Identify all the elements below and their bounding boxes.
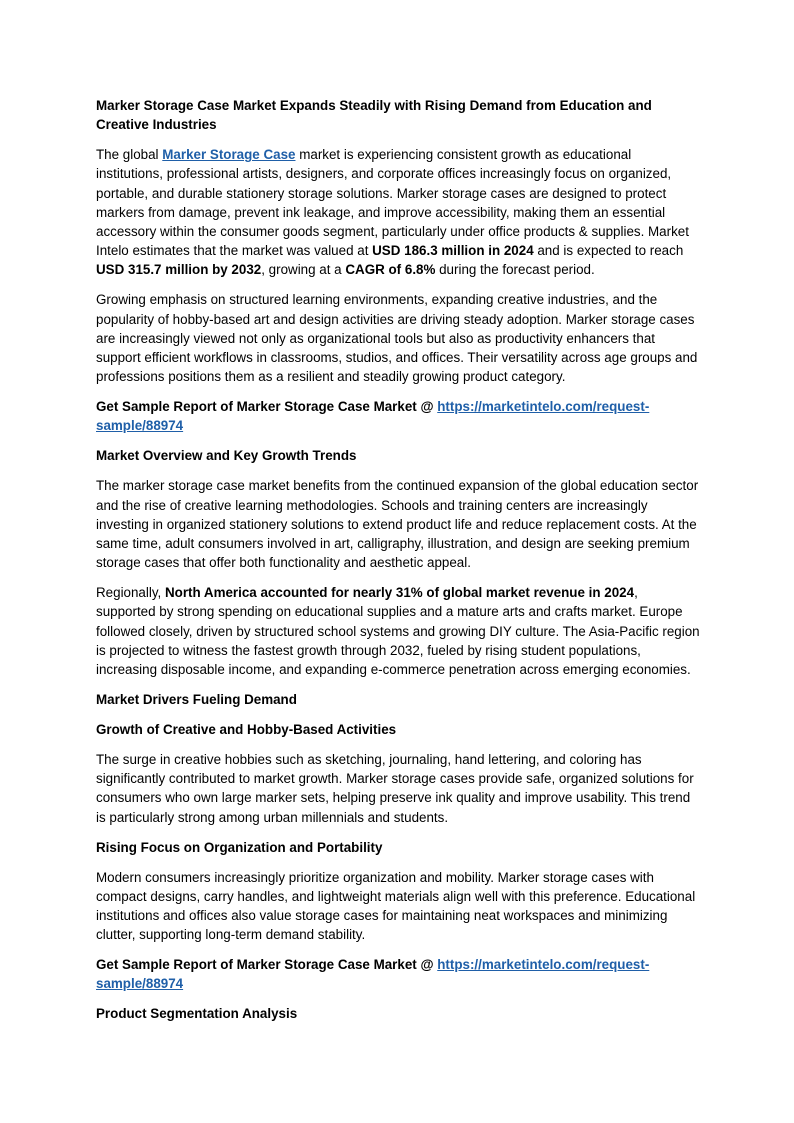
drivers-subheading-organization: Rising Focus on Organization and Portability: [96, 839, 383, 855]
marker-storage-case-link[interactable]: Marker Storage Case: [162, 147, 296, 163]
document-page: [96, 96, 700, 1034]
document-title: Marker Storage Case Market Expands Steadily with Rising Demand from Education and Creative Industries: [96, 98, 652, 133]
drivers-subheading-creative: Growth of Creative and Hobby-Based Activities: [96, 722, 397, 738]
overview-paragraph-2: [96, 583, 700, 679]
cagr-value: CAGR of 6.8%: [345, 262, 436, 278]
sample-report-link-2[interactable]: https://marketintelo.com/request-sample/88974: [96, 957, 650, 992]
intro-paragraph-1: [96, 145, 700, 279]
overview-paragraph-1: The marker storage case market benefits from the continued expansion of the global education sector and the rise of creative learning methodologies. Schools and training centers are increasingly investing in organized stationery solutions to extend product life and reduce replacement costs. At the same time, adult consumers involved in art, calligraphy, illustration, and design are seeking premium storage cases that offer both functionality and aesthetic appeal.: [96, 478, 699, 571]
intro-text-a: The global: [96, 147, 163, 163]
drivers-paragraph-2: Modern consumers increasingly prioritize organization and mobility. Marker storage cases with compact designs, carry handles, and lightweight materials align well with this preference. Educational institutions and offices also value storage cases for maintaining neat workspaces and minimizing clutter, supporting long-term demand stability.: [96, 869, 696, 943]
value-2024: USD 186.3 million in 2024: [372, 243, 534, 259]
overview-text-a: Regionally,: [96, 585, 165, 601]
intro-text-b: market is experiencing consistent growth as educational institutions, professional artists, designers, and corporate offices increasingly focus on organized, portable, and durable stationery storage solutions. Marker storage cases are designed to protect markers from damage, prevent ink leakage, and improve accessibility, making them an essential accessory within the consumer goods segment, particularly under office products & supplies. Market Intelo estimates that the market was valued at: [96, 147, 689, 259]
sample-report-line-1: [96, 397, 700, 435]
intro-text-c: and is expected to reach: [533, 243, 684, 259]
drivers-heading: Market Drivers Fueling Demand: [96, 692, 297, 708]
sample-report-link[interactable]: https://marketintelo.com/request-sample/88974: [96, 399, 650, 434]
overview-text-b: , supported by strong spending on educational supplies and a mature arts and crafts market. Europe followed closely, driven by structured school systems and growing DIY culture. The Asia-Pacific region is projected to witness the fastest growth through 2032, fueled by rising student populations, increasing disposable income, and expanding e-commerce penetration across emerging economies.: [96, 585, 700, 678]
intro-paragraph-2: Growing emphasis on structured learning environments, expanding creative industries, and the popularity of hobby-based art and design activities are driving steady adoption. Marker storage cases are increasingly viewed not only as organizational tools but also as productivity enhancers that support efficient workflows in classrooms, studios, and offices. Their versatility across age groups and professions positions them as a resilient and steadily growing product category.: [96, 292, 698, 385]
sample-report-label: Get Sample Report of Marker Storage Case Market @: [96, 399, 438, 415]
sample-report-line-2: [96, 955, 700, 993]
value-2032: USD 315.7 million by 2032: [96, 262, 262, 278]
segmentation-heading: Product Segmentation Analysis: [96, 1006, 298, 1022]
intro-text-d: , growing at a: [261, 262, 346, 278]
overview-heading: Market Overview and Key Growth Trends: [96, 448, 357, 464]
drivers-paragraph-1: The surge in creative hobbies such as sketching, journaling, hand lettering, and coloring has significantly contributed to market growth. Marker storage cases provide safe, organized solutions for consumers who own large marker sets, helping preserve ink quality and improve usability. This trend is particularly strong among urban millennials and students.: [96, 752, 694, 825]
intro-text-e: during the forecast period.: [435, 262, 595, 278]
north-america-share: North America accounted for nearly 31% of global market revenue in 2024: [164, 585, 635, 601]
sample-report-label-2: Get Sample Report of Marker Storage Case Market @: [96, 957, 438, 973]
